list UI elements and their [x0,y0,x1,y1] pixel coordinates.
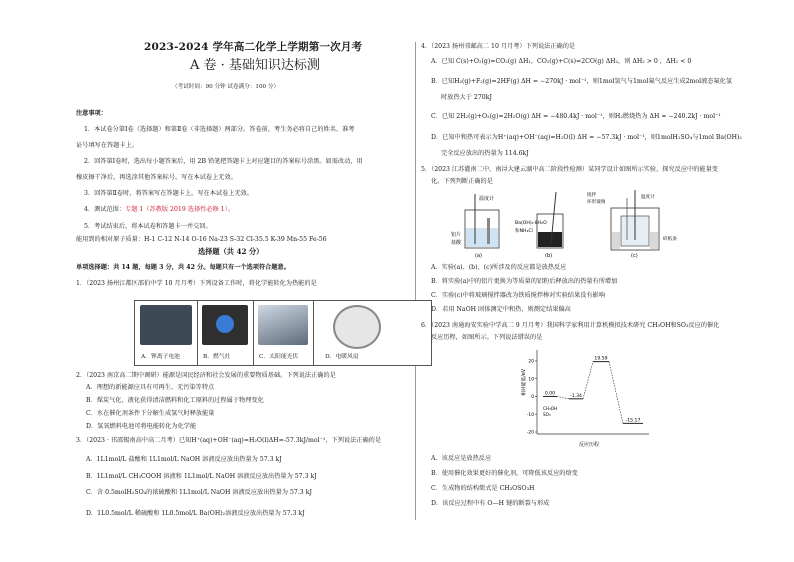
q4-option-b-line1: B．已知H₂(g)+F₂(g)=2HF(g) ΔH = −270kJ · mol⁻¹，则1mol氢气与1mol氟气反应生成2mol液态氟化氢 [431,78,733,85]
gas-stove-image [202,305,248,345]
y-tick-label: 0 [531,395,534,401]
label-glass: 环形玻璃 [587,200,606,205]
label-a: (a) [475,253,482,259]
exam-meta: （考试时间：90 分钟 试卷满分：100 分） [172,84,280,90]
atomic-masses: 能用到的相对原子质量：H-1 C-12 N-14 O-16 Na-23 S-32 Cl-35.5 K-39 Mn-55 Fe-56 [76,236,327,243]
y-tick-label: 20 [528,359,534,365]
q3-option-c: C．含 0.5molH₂SO₄的浓硫酸和 1L1mol/L NaOH 溶液反应放出热量为 57.3 kJ [86,489,312,496]
transition-connector [583,362,593,399]
q6-option-d: D．该反应过程中有 O—H 键的断裂与形成 [431,500,550,507]
label-hcl: 盐酸 [451,240,462,246]
q4-stem: 4．（2023 扬州邗邮高二 10 月月考）下列说法正确的是 [421,43,576,50]
q1-option-c-label: C．太阳能光伏 [259,354,299,360]
q6-option-c: C．生成物的结构简式是 CH₃OSO₃H [431,485,535,492]
flame-icon [216,315,234,333]
notes-label: 注意事项： [76,110,107,117]
q4-option-d-line2: 完全反应放出的热量为 114.6kJ [441,150,529,157]
q2-option-b: B．煤炭气化、液化获得清洁燃料和化工原料的过程属于物理变化 [86,397,264,404]
q2-option-d: D．氢氧燃料电池可将电能转化为化学能 [86,423,197,430]
note-3: 3．回答第Ⅱ卷时，将答案写在答题卡上。写在本试卷上无效。 [84,190,254,197]
reactant-label-ch3oh: CH₃OH [543,406,558,411]
q1-option-d [313,301,431,365]
apparatus-a [451,194,499,259]
section-title: 选择题（共 42 分） [198,247,264,256]
q1-option-d-label: D．电暖风扇 [325,354,359,360]
hcl-liquid [466,228,498,247]
q3-option-d: D．1L0.5mol/L 稀硫酸和 1L0.5mol/L Ba(OH)₂溶液反应放出热量为 57.3 kJ [86,510,305,517]
note-1b: 证号填写在答题卡上。 [76,142,138,149]
reactant-label-so3: SO₃ [543,412,551,417]
mixture-solid [538,232,562,247]
q1-image-strip [134,300,432,366]
label-nh4cl: 和NH₄Cl [515,229,533,234]
q4-option-d-line1: D．已知中和热可表示为H⁺(aq)+OH⁻(aq)=H₂O(l) ΔH = −57.3kJ · mol⁻¹，则1molH₂SO₄与1mol Ba(OH)₂ [431,134,742,141]
note-4 [84,206,234,214]
q6-option-a: A．该反应是放热反应 [431,455,492,462]
y-tick-label: -20 [526,430,534,436]
q5-stem-line2: 化。下列判断正确的是 [431,178,493,185]
label-scrap: 碎纸条 [663,237,677,242]
section-instructions: 单项选择题：共 14 题，每题 3 分，共 42 分。每题只有一个选项符合题意。 [76,264,290,271]
label-c: (c) [631,253,638,259]
q5-option-d: D．若用 NaOH 固体测定中和热，则测定结果偏高 [431,306,571,313]
label-stir: 搅拌 [587,193,597,198]
q2-stem: 2．（2023 南京高二期中调研）能源是国民经济和社会发展的重要物质基础。下列说法正确的是 [76,372,336,379]
y-tick-label: 10 [528,377,534,383]
q1-stem: 1．（2023 扬州江都区邵伯中学 10 月月考）下列设备工作时，将化学能转化为热能的是 [76,280,317,287]
q5-option-a: A．实验(a)、(b)、(c)所涉及的反应都是放热反应 [431,264,567,271]
apparatus-c [587,190,677,259]
q5-option-b: B．将实验(a)中的铝片更换为等质量的铝粉后释放出的热量有所增加 [431,278,618,285]
q4-option-c: C．已知 2H₂(g)+O₂(g)=2H₂O(g) ΔH = −480.4kJ · mol⁻¹，则H₂燃烧热为 ΔH = −240.2kJ · mol⁻¹ [431,113,721,120]
note-2a: 2．回答第Ⅰ卷时，选出每小题答案后，用 2B 铅笔把答题卡上对应题目的答案标号涂黑。如需改动，用 [84,158,363,165]
y-tick-label: -10 [526,412,534,418]
q1-option-b [197,301,254,365]
transition-connector [609,362,623,424]
q2-option-c: C．水在催化剂条件下分解生成氢气时释放能量 [86,410,215,417]
q3-stem: 3．（2023 · 邗邵锡南高中高二月考）已知H⁺(aq)+OH⁻(aq)=H₂O(l)ΔH=-57.3kJ/mol⁻¹，下列说法正确的是 [76,437,382,444]
label-thermometer-a: 温度计 [479,196,495,202]
x-axis-label: 反应历程 [579,442,600,448]
q1-option-a [135,301,198,365]
apparatus-b [515,192,563,259]
y-axis-label: 相对能量/eV [522,368,527,396]
note-1a: 1．本试卷分第Ⅰ卷（选择题）和第Ⅱ卷（非选择题）两部分。答卷前，考生务必将自己的姓名、准考 [84,126,355,133]
note-4-prefix: 4．测试范围： [84,206,126,213]
solar-panel-image [258,305,308,345]
q4-option-b-line2: 时放热大于 270kJ [441,94,492,101]
q6-energy-chart [513,346,653,450]
label-b: (b) [545,253,553,259]
energy-data-label: -1.34 [570,393,582,399]
energy-data-label: 0.00 [544,391,556,397]
q6-stem-line1: 6．（2023 南通海安实验中学高二 9 月月考）我国科学家利用计算机模拟技术研究 CH₃OH和SO₃反应的催化 [421,322,720,329]
label-baoh: Ba(OH)₂·8H₂O [515,221,547,226]
label-thermometer-c: 温度计 [641,195,655,200]
note-5: 5．考试结束后，将本试卷和答题卡一并交回。 [84,223,212,230]
exam-subtitle: A 卷 · 基础知识达标测 [190,58,320,73]
column-divider [415,42,416,520]
energy-data-label: 19.59 [594,356,608,362]
electric-fan-image [333,305,381,349]
label-al: 铝片 [451,232,462,238]
q6-option-b: B．使用催化效果更好的催化剂，可降低该反应的焓变 [431,470,578,477]
paper-scraps-right [650,232,658,249]
q2-option-a: A．理想的新能源应具有可再生、无污染等特点 [86,384,215,391]
q6-stem-line2: 反应历程，如图所示。下列说法错误的是 [431,334,543,341]
q1-option-b-label: B．燃气灶 [203,354,231,360]
exam-title: 2023-2024 学年高二化学上学期第一次月考 [144,41,363,53]
al-strip [487,218,490,244]
energy-data-label: -15.17 [625,418,641,424]
q3-option-a: A．1L1mol/L 盐酸和 1L1mol/L NaOH 溶液反应放出热量为 57.3 kJ [86,456,282,463]
q5-apparatus-figure [451,188,701,260]
paper-scraps-left [612,232,620,249]
q4-option-a: A．已知 C(s)+O₂(g)=CO₂(g) ΔH₁，CO₂(g)+C(s)=2CO(g) ΔH₂，则 ΔH₂ > 0 ，ΔH₁ < 0 [431,58,692,65]
note-4-scope: 专题 1（苏教版 2019 选择性必修 1）。 [125,206,234,213]
q5-stem-line1: 5．（2023 江苏灌南二中、南浔大建云湖中高二阶段性检测）某同学设计如图所示实验，探究反应中的能量变 [421,166,718,173]
transition-connector [557,396,569,398]
y-tick-group [527,358,537,435]
battery-image [140,305,192,345]
q1-option-a-label: A．锂离子电池 [141,354,180,360]
note-2b: 橡皮擦干净后，再选涂其他答案标号。写在本试卷上无效。 [76,174,237,181]
q5-option-c: C．实验(c)中将玻璃搅拌器改为铁质搅拌棒对实验结果没有影响 [431,292,605,299]
energy-path-group [543,356,643,424]
q3-option-b: B．1L1mol/L CH₃COOH 溶液和 1L1mol/L NaOH 溶液反应放出热量为 57.3 kJ [86,473,317,480]
q1-option-c [253,301,314,365]
